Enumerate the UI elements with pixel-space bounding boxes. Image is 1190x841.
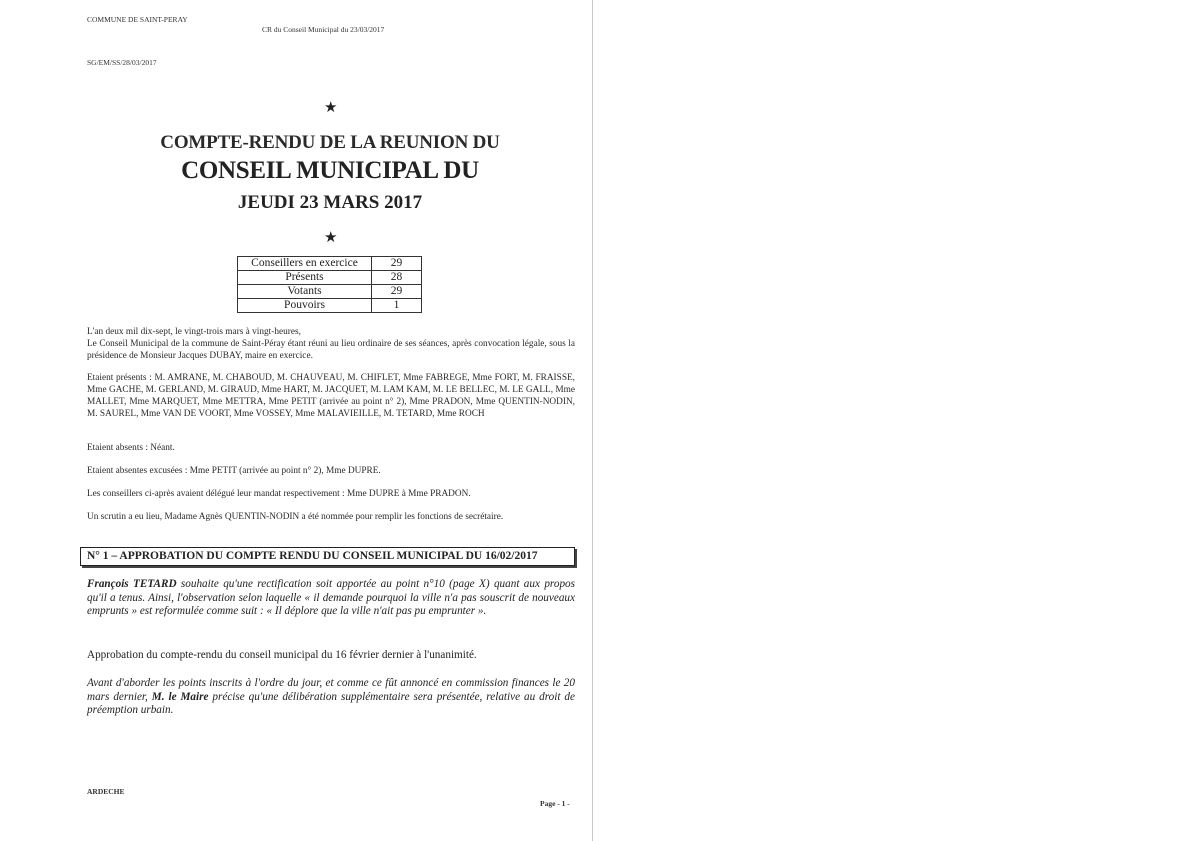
star-icon: ★ bbox=[324, 230, 338, 246]
members-absent: Etaient absents : Néant. bbox=[87, 443, 175, 453]
secretary-appointment: Un scrutin a eu lieu, Madame Agnès QUENTIN-NODIN a été nommée pour remplir les fonctions de secrétaire. bbox=[87, 512, 504, 522]
table-row bbox=[238, 257, 422, 271]
members-present: Etaient présents : M. AMRANE, M. CHABOUD, M. CHAUVEAU, M. CHIFLET, Mme FABREGE, Mme FORT, M. FRAISSE, Mme GACHE, M. GERLAND, M. GIRAUD, Mme HART, M. JACQUET, M. LAM KAM, M. LE BELLEC, M. LE GALL, Mme MALLET, Mme MARQUET, Mme METTRA, Mme PETIT (arrivée au point n° 2), Mme PRADON, Mme QUENTIN-NODIN, M. SAUREL, Mme VAN DE VOORT, Mme VOSSEY, Mme MALAVIEILLE, M. TETARD, Mme ROCH bbox=[87, 373, 575, 419]
stat-label: Votants bbox=[238, 285, 372, 299]
section-heading-box bbox=[80, 547, 575, 566]
table-row bbox=[238, 299, 422, 313]
stat-value: 1 bbox=[372, 299, 422, 313]
page-divider bbox=[592, 0, 593, 841]
delegated-mandates: Les conseillers ci-après avaient délégué leur mandat respectivement : Mme DUPRE à Mme PRADON. bbox=[87, 489, 471, 499]
title-line-1: COMPTE-RENDU DE LA REUNION DU bbox=[160, 132, 500, 153]
speaker-name: François TETARD bbox=[87, 578, 177, 590]
stat-value: 29 bbox=[372, 285, 422, 299]
commune-header: COMMUNE DE SAINT-PERAY bbox=[87, 15, 188, 24]
star-icon: ★ bbox=[324, 100, 338, 116]
stat-label: Conseillers en exercice bbox=[238, 257, 372, 271]
stat-label: Pouvoirs bbox=[238, 299, 372, 313]
speaker-name: M. le Maire bbox=[151, 690, 209, 703]
table-row bbox=[238, 271, 422, 285]
reference-code: SG/EM/SS/28/03/2017 bbox=[87, 58, 157, 67]
agenda-paragraph bbox=[87, 677, 575, 718]
rectification-text: souhaite qu'une rectification soit apportée au point n°10 (page X) quant aux propos qu'il a tenus. Ainsi, l'observation selon laquelle « il demande pourquoi la ville n'a pas souscrit de nouveaux emprunts » est reformulée comme suit : « Il déplore que la ville n'ait pas pu emprunter ». bbox=[87, 578, 575, 617]
title-line-3: JEUDI 23 MARS 2017 bbox=[237, 192, 423, 213]
department-footer: ARDECHE bbox=[87, 787, 125, 796]
cr-title-header: CR du Conseil Municipal du 23/03/2017 bbox=[262, 25, 385, 34]
stat-value: 28 bbox=[372, 271, 422, 285]
stat-label: Présents bbox=[238, 271, 372, 285]
attendance-table bbox=[237, 256, 422, 313]
intro-date: L'an deux mil dix-sept, le vingt-trois mars à vingt-heures, bbox=[87, 327, 301, 337]
rectification-paragraph bbox=[87, 578, 575, 619]
stat-value: 29 bbox=[372, 257, 422, 271]
agenda-text-end: précise qu'une délibération supplémentaire sera présentée, relative au droit de préemption urbain. bbox=[87, 690, 575, 716]
members-excused: Etaient absentes excusées : Mme PETIT (arrivée au point n° 2), Mme DUPRE. bbox=[87, 466, 381, 476]
agenda-text-start: Avant d'aborder les points inscrits à l'ordre du jour, et comme ce fût annoncé en commission finances le 20 mars dernier, bbox=[87, 677, 575, 703]
page-number: Page - 1 - bbox=[540, 799, 570, 808]
table-row bbox=[238, 285, 422, 299]
intro-session: Le Conseil Municipal de la commune de Saint-Péray étant réuni au lieu ordinaire de ses séances, après convocation légale, sous la présidence de Monsieur Jacques DUBAY, maire en exercice. bbox=[87, 339, 575, 361]
approval-paragraph: Approbation du compte-rendu du conseil municipal du 16 février dernier à l'unanimité. bbox=[87, 649, 477, 661]
section-heading: N° 1 – APPROBATION DU COMPTE RENDU DU CONSEIL MUNICIPAL DU 16/02/2017 bbox=[87, 550, 538, 562]
title-line-2: CONSEIL MUNICIPAL DU bbox=[181, 157, 479, 184]
document-page bbox=[0, 0, 592, 841]
